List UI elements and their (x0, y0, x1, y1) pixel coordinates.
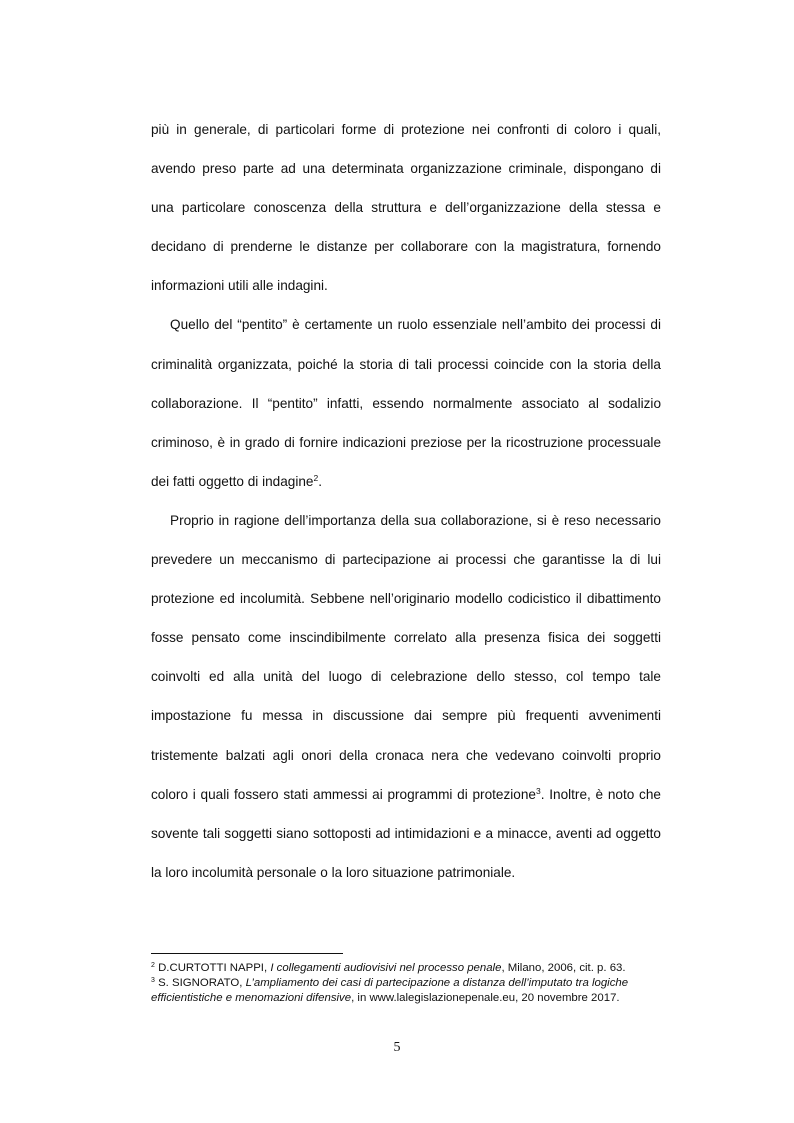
body-text (151, 110, 661, 892)
paragraph-1: più in generale, di particolari forme di protezione nei confronti di coloro i quali, avendo preso parte ad una determinata organizzazione criminale, dispongano di una particolare conoscenza della struttura e dell’organizzazione della stessa e decidano di prenderne le distanze per collaborare con la magistratura, fornendo informazioni utili alle indagini. (151, 122, 661, 294)
paragraph-2 (151, 305, 661, 500)
page-number: 5 (393, 1040, 401, 1055)
footnote-3-title: L’ampliamento dei casi di partecipazione a distanza dell’imputato tra logiche efficientistiche e menomazioni difensive (151, 977, 629, 1005)
footnote-ref-3: 3 (535, 785, 541, 796)
footnote-3-rest: , in www.lalegislazionepenale.eu, 20 novembre 2017. (351, 992, 620, 1005)
footnote-separator (151, 953, 343, 954)
footnote-2-title: I collegamenti audiovisivi nel processo penale (270, 962, 502, 974)
footnotes (151, 961, 666, 1007)
footnote-3-number: 3 (151, 977, 155, 985)
footnote-2-number: 2 (151, 962, 155, 969)
paragraph-3 (151, 501, 661, 892)
footnote-3 (151, 976, 666, 1006)
paragraph-3-text-b: . Inoltre, è noto che sovente tali soggetti siano sottoposti ad intimidazioni e a minacce, aventi ad oggetto la loro incolumità personale o la loro situazione patrimoniale. (151, 786, 661, 880)
footnote-3-author: S. SIGNORATO, (154, 977, 246, 990)
paragraph-2-text: Quello del “pentito” è certamente un ruolo essenziale nell’ambito dei processi di criminalità organizzata, poiché la storia di tali processi coincide con la storia della collaborazione. Il “pentito” infatti, essendo normalmente associato al sodalizio criminoso, è in grado di fornire indicazioni preziose per la ricostruzione processuale dei fatti oggetto di indagine (151, 317, 661, 489)
footnote-2 (151, 961, 666, 976)
footnote-ref-2: 2 (313, 472, 319, 483)
paragraph-2-end: . (318, 473, 323, 489)
footnote-2-rest: , Milano, 2006, cit. p. 63. (501, 962, 626, 974)
footnote-2-author: D.CURTOTTI NAPPI, (154, 962, 271, 974)
paragraph-3-text-a: Proprio in ragione dell’importanza della sua collaborazione, si è reso necessario prevedere un meccanismo di partecipazione ai processi che garantisse la di lui protezione ed incolumità. Sebbene nell’originario modello codicistico il dibattimento fosse pensato come inscindibilmente correlato alla presenza fisica dei soggetti coinvolti ed alla unità del luogo di celebrazione dello stesso, col tempo tale impostazione fu messa in discussione dai sempre più frequenti avvenimenti tristemente balzati agli onori della cronaca nera che vedevano coinvolti proprio coloro i quali fossero stati ammessi ai programmi di protezione (151, 512, 661, 802)
